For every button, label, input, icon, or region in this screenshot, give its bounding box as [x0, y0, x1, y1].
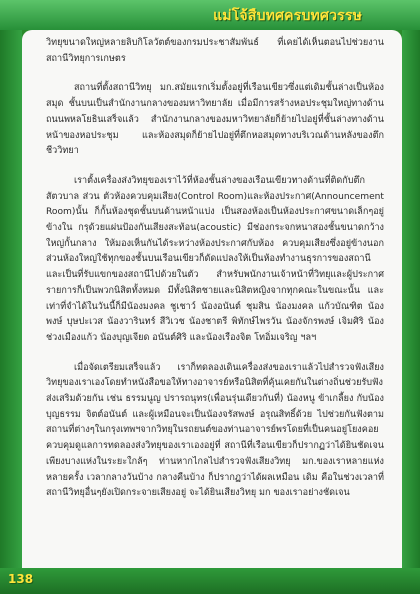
paragraph-gap — [46, 67, 384, 81]
right-border-strip — [402, 30, 420, 594]
paragraph-1: วิทยุขนาดใหญ่หลายลิบกิโลวัตต์ของกรมประชาสัมพันธ์ ที่เคยได้เห็นตอนไปช่วยงานสถานีวิทยุการเกษตร — [46, 38, 384, 64]
paragraph-2: สถานที่ตั้งสถานีวิทยุ มก.สมัยแรกเริ่มตั้งอยู่ที่เรือนเขียวซึ่งแต่เดิมชั้นล่างเป็นห้องสมุด ชั้นบนเป็นสำนักงานกลางของมหาวิทยาลัย เมื่อมีการสร้างหอประชุมใหญ่ทางด้านถนนพหลโยธินเสร็จแล้ว สำนักงานกลางของมหาวิทยาลัยก็ย้ายไปอยู่ที่ชั้นล่างทางด้านหน้าของหอประชุม และห้องสมุดก็ย้ายไปอยู่ที่ตึกหอสมุดทางบริเวณด้านหลังของตึกชีววิทยา — [46, 83, 384, 157]
page-number: 138 — [8, 572, 34, 586]
paragraph-3: เราตั้งเครื่องส่งวิทยุของเราไว้ที่ห้องชั้นล่างของเรือนเขียวทางด้านที่ติดกับตึกสัตวบาล ส่วน ตัวห้องควบคุมเสียง(Control Room)และห้องประกาศ(Announcement Room)นั้น ก็กั้นห้องชุดชั้นบนด้านหน้าแบ่ง เป็นสองห้องเป็นห้องประกาศขนาดเล็กๆอยู่ข้างใน กรุด้วยแผ่นป้องกันเสียงสะท้อน(acoustic) มีช่องกระจกหนาสองชั้นขนาดกว้างใหญ่กั้นกลาง ให้มองเห็นกันได้ระหว่างห้องประกาศกับห้อง ควบคุมเสียงซึ่งอยู่ข้างนอก ส่วนห้องใหญ่ใช้ทุกของชั้นบนเรือนเขียวก็ดัดแปลงให้เป็นห้องทำงานธุรการของสถานี และเป็นที่รับแขกของสถานีไปด้วยในตัว สำหรับพนักงานเจ้าหน้าที่วิทยุและผู้ประกาศรายการก็เป็นพวกนิสิตทั้งหมด มีทั้งนิสิตชายและนิสิตหญิงจากทุกคณะในขณะนั้น และ เท่าที่จำได้ในวันนี้ก็มีน้องมงคล ชูเชาว์ น้องอนันต์ ชุมสิน น้องมงคล แก้วบัณฑิต น้องพงษ์ บุษปะเวส น้องวารินทร์ สีวิเวช น้องชาตรี พิทักษ์ไพรวัน น้องจักรพงษ์ เจิมศิริ น้องช่วงเมืองแก้ว น้องบุญเจียด อนันต์ศิริ และน้องเรืองจิต โทอิ่มเจริญ ฯลฯ — [46, 175, 384, 343]
left-border-strip — [0, 30, 22, 594]
footer-band — [0, 568, 420, 594]
content-panel — [22, 30, 402, 568]
paragraph-gap — [46, 347, 384, 361]
header-title: แม่โจ้สืบทศครบทศวรรษ — [213, 8, 362, 24]
paragraph-gap — [46, 160, 384, 174]
paragraph-4: เมื่อจัดเตรียมเสร็จแล้ว เราก็ทดลองเดินเครื่องส่งของเราแล้วไปสำรวจฟังเสียงวิทยุของเราเองโดยทำหนังสือขอให้ทางอาจารย์หรือนิสิตที่คุ้นเคยกันในต่างถิ่นช่วยรับฟังส่งเสริมด้วยกัน เช่น ธรรมนูญ ปรารถนุทร(เพื่อนรุ่นเดียวกันที่) น้องหนู ข้าเกลี้ยง กับน้องบุญธรรม จิตต์อนันต์ และผู้เหมือนจะเป็นน้องจรัสพงษ์ อรุณสิทธิ์ด้วย ไปช่วยกันฟังตามสถานที่ต่างๆในกรุงเทพฯจากวิทยุในรถยนต์ของท่านอาจารย์พรโดยที่เป็นคนอยู่โยงคอยควบคุมดูแลการทดลองส่งวิทยุของเราเองอยู่ที่ สถานีที่เรือนเขียวก็ปรากฏว่าได้ยินชัดเจนเพียงบางแห่งในระยะใกล้ๆ ท่านหากไกลไปสำรวจฟังเสียงวิทยุ มก.ของเราหลายแห่ง หลายครั้ง เวลากลางวันบ้าง กลางคืนบ้าง ก็ปรากฏว่าได้ผลเหมือน เดิม คือในช่วงเวลาที่สถานีวิทยุอื่นๆยังเปิดกระจายเสียงอยู่ จะได้ยินเสียงวิทยุ มก ของเราอย่างชัดเจน — [46, 362, 384, 499]
